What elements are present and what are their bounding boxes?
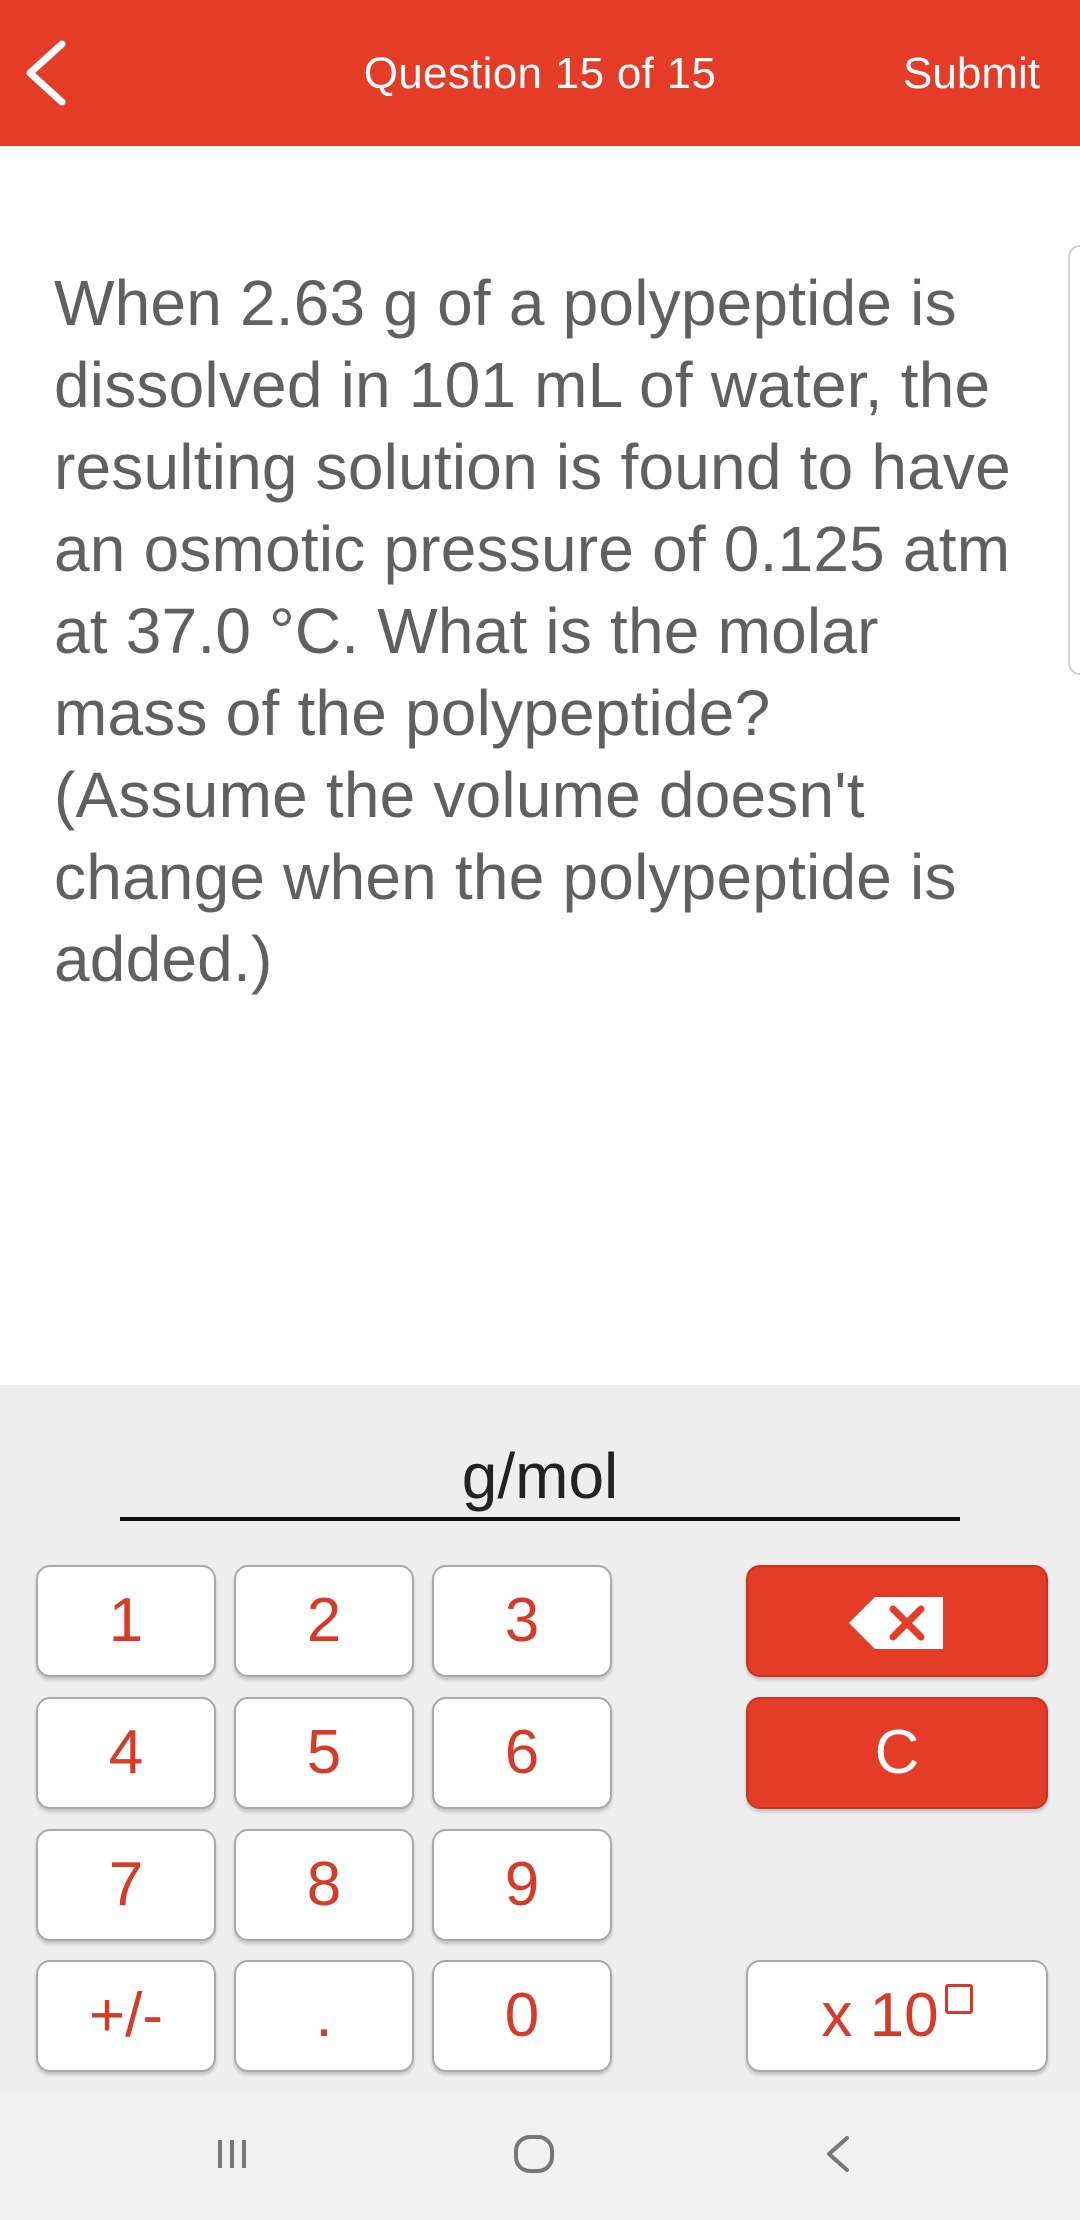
- back-icon: [777, 2093, 897, 2220]
- exponent-box-icon: [945, 1984, 973, 2014]
- answer-input[interactable]: [120, 1517, 960, 1521]
- recent-apps-button[interactable]: [172, 2093, 292, 2220]
- nav-back-button[interactable]: [777, 2093, 897, 2220]
- home-button[interactable]: [474, 2093, 594, 2220]
- key-1[interactable]: 1: [36, 1565, 216, 1677]
- exponent-button[interactable]: [746, 1960, 1048, 2072]
- header-bar: [0, 0, 1080, 146]
- key-0[interactable]: 0: [432, 1960, 612, 2072]
- key-5[interactable]: 5: [234, 1697, 414, 1809]
- backspace-button[interactable]: [746, 1565, 1048, 1677]
- key-plus-minus[interactable]: +/-: [36, 1960, 216, 2072]
- key-7[interactable]: 7: [36, 1829, 216, 1941]
- key-9[interactable]: 9: [432, 1829, 612, 1941]
- key-2[interactable]: 2: [234, 1565, 414, 1677]
- scroll-indicator[interactable]: [1068, 245, 1080, 675]
- key-8[interactable]: 8: [234, 1829, 414, 1941]
- system-nav-bar: [0, 2093, 1080, 2220]
- question-text: When 2.63 g of a polypeptide is dissolved in 101 mL of water, the resulting solution is found to have an osmotic pressure of 0.125 atm at 37.0 °C. What is the molar mass of the polypeptide? (Assume the volume doesn't change when the polypeptide is added.): [54, 267, 1011, 995]
- key-3[interactable]: 3: [432, 1565, 612, 1677]
- exponent-label: x 10: [821, 1981, 939, 2050]
- answer-panel: [0, 1385, 1080, 2093]
- clear-button[interactable]: C: [746, 1697, 1048, 1809]
- submit-button[interactable]: Submit: [903, 49, 1040, 98]
- key-decimal[interactable]: .: [234, 1960, 414, 2072]
- recent-apps-icon: [172, 2093, 292, 2220]
- key-6[interactable]: 6: [432, 1697, 612, 1809]
- key-4[interactable]: 4: [36, 1697, 216, 1809]
- question-counter: Question 15 of 15: [363, 49, 717, 98]
- backspace-icon: [847, 1593, 947, 1653]
- units-label: g/mol: [461, 1440, 619, 1512]
- home-icon: [474, 2093, 594, 2220]
